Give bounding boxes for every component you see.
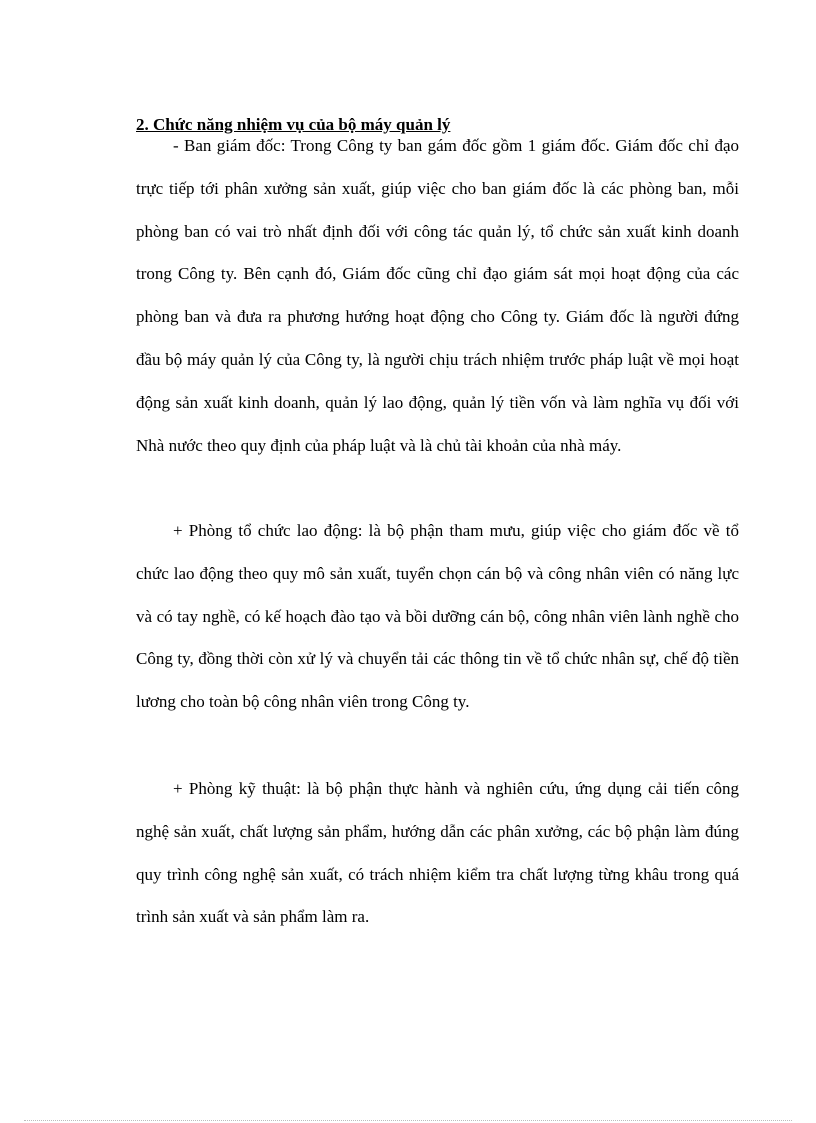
page-bottom-divider — [24, 1120, 792, 1121]
paragraph-board-of-directors: - Ban giám đốc: Trong Công ty ban gám đốc gồm 1 giám đốc. Giám đốc chỉ đạo trực tiếp tới phân xưởng sản xuất, giúp việc cho ban giám đốc là các phòng ban, mỗi phòng ban có vai trò nhất định đối với công tác quản lý, tổ chức sản xuất kinh doanh trong Công ty. Bên cạnh đó, Giám đốc cũng chỉ đạo giám sát mọi hoạt động của các phòng ban và đưa ra phương hướng hoạt động cho Công ty. Giám đốc là người đứng đầu bộ máy quản lý của Công ty, là người chịu trách nhiệm trước pháp luật về mọi hoạt động sản xuất kinh doanh, quản lý lao động, quản lý tiền vốn và làm nghĩa vụ đối với Nhà nước theo quy định của pháp luật và là chủ tài khoản của nhà máy. — [136, 136, 739, 455]
section-heading: 2. Chức năng nhiệm vụ của bộ máy quản lý — [136, 115, 451, 134]
paragraph-technical-department: + Phòng kỹ thuật: là bộ phận thực hành và nghiên cứu, ứng dụng cải tiến công nghệ sản xuất, chất lượng sản phẩm, hướng dẫn các phân xưởng, các bộ phận làm đúng quy trình công nghệ sản xuất, có trách nhiệm kiểm tra chất lượng từng khâu trong quá trình sản xuất và sản phẩm làm ra. — [136, 779, 739, 927]
paragraph-labor-department: + Phòng tổ chức lao động: là bộ phận tham mưu, giúp việc cho giám đốc về tổ chức lao động theo quy mô sản xuất, tuyển chọn cán bộ và công nhân viên có năng lực và có tay nghề, có kế hoạch đào tạo và bồi dưỡng cán bộ, công nhân viên lành nghề cho Công ty, đồng thời còn xử lý và chuyển tải các thông tin về tổ chức nhân sự, chế độ tiền lương cho toàn bộ công nhân viên trong Công ty. — [136, 521, 739, 712]
